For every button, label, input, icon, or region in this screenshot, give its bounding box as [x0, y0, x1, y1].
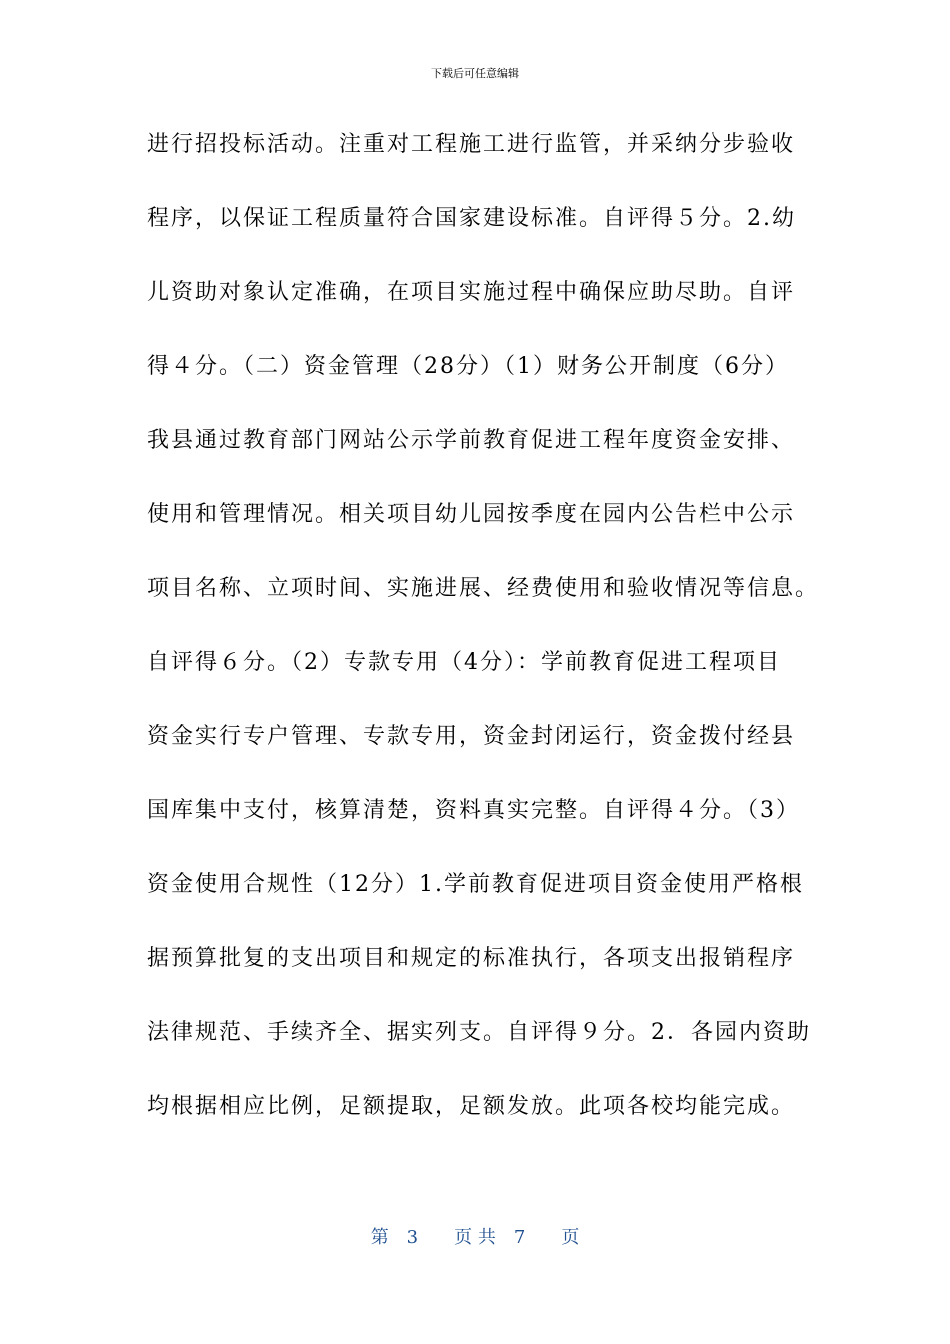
page-number-footer: 第 3 页 共 7 页: [370, 1227, 580, 1248]
text-line: 法律规范、手续齐全、据实列支。自评得９分。2．各园内资助: [147, 1020, 811, 1045]
text-line: 据预算批复的支出项目和规定的标准执行，各项支出报销程序: [147, 946, 796, 971]
text-line: 儿资助对象认定准确，在项目实施过程中确保应助尽助。自评: [147, 280, 796, 305]
text-line: 使用和管理情况。相关项目幼儿园按季度在园内公告栏中公示: [147, 502, 796, 527]
text-line: 进行招投标活动。注重对工程施工进行监管，并采纳分步验收: [147, 132, 796, 157]
text-line: 资金实行专户管理、专款专用，资金封闭运行，资金拨付经县: [147, 724, 796, 749]
text-line: 均根据相应比例，足额提取，足额发放。此项各校均能完成。: [147, 1094, 796, 1119]
page-header-note: 下载后可任意编辑: [431, 67, 519, 80]
body-text: [147, 126, 827, 1162]
text-line: 自评得６分。（2）专款专用（4分）：学前教育促进工程项目: [147, 650, 781, 675]
text-line: 资金使用合规性（12分）1.学前教育促进项目资金使用严格根: [147, 872, 804, 897]
text-line: 国库集中支付，核算清楚，资料真实完整。自评得４分。（3）: [147, 798, 800, 823]
text-line: 我县通过教育部门网站公示学前教育促进工程年度资金安排、: [147, 428, 796, 453]
text-line: 项目名称、立项时间、实施进展、经费使用和验收情况等信息。: [147, 576, 820, 601]
text-line: 程序，以保证工程质量符合国家建设标准。自评得５分。2.幼: [147, 206, 796, 231]
text-line: 得４分。（二）资金管理（28分）（1）财务公开制度（6分）: [147, 354, 789, 379]
